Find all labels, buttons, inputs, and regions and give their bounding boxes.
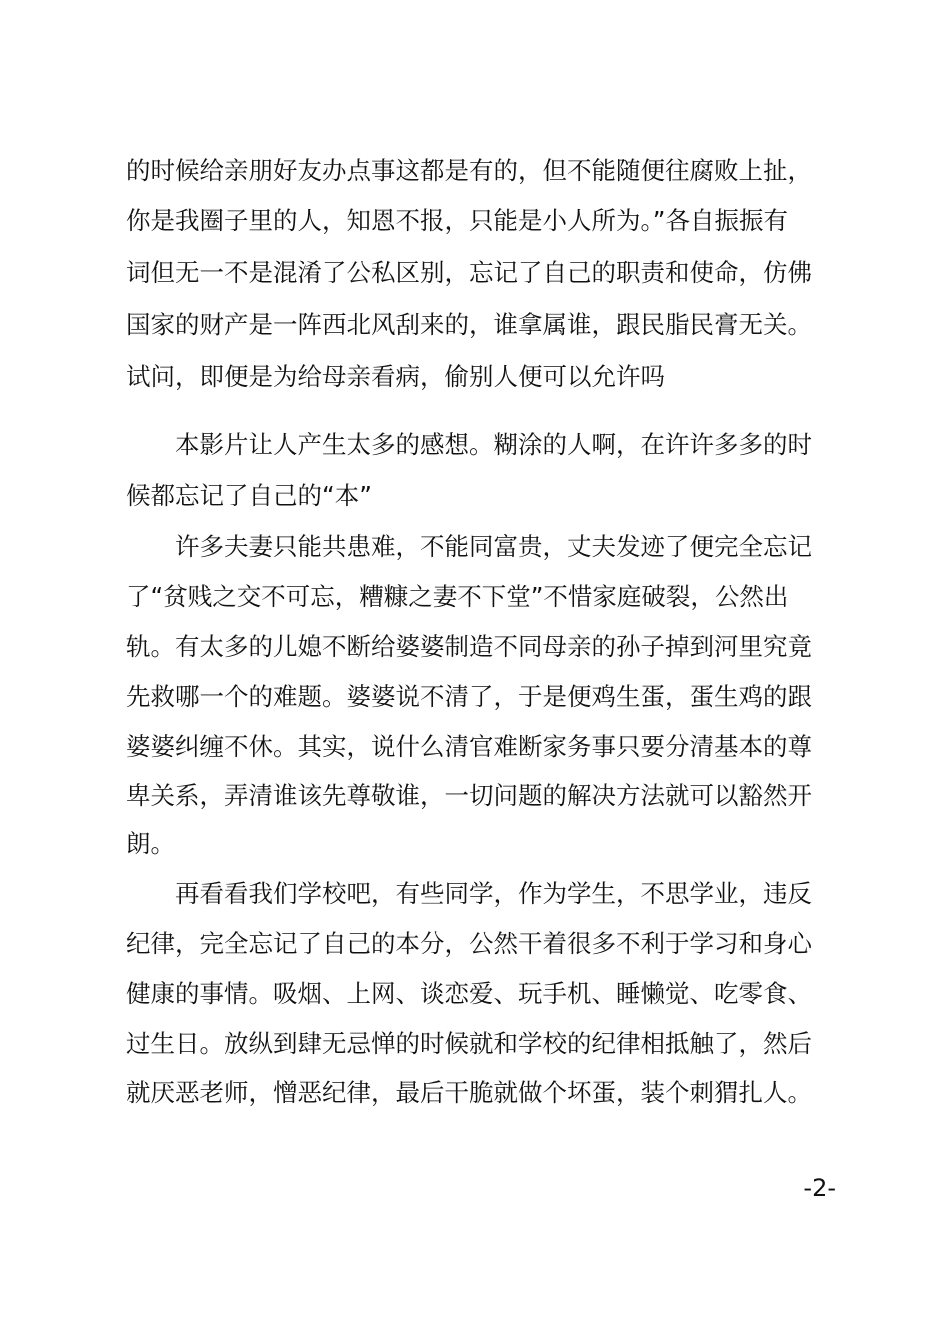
text-line: 就厌恶老师，憎恶纪律，最后干脆就做个坏蛋，装个刺猬扎人。 bbox=[126, 1078, 812, 1107]
paragraph-first-line: 许多夫妻只能共患难，不能同富贵，丈夫发迹了便完全忘记 bbox=[175, 532, 812, 561]
text-line: 轨。有太多的儿媳不断给婆婆制造不同母亲的孙子掉到河里究竟 bbox=[126, 632, 812, 661]
paragraph-first-line: 再看看我们学校吧，有些同学，作为学生，不思学业，违反 bbox=[175, 879, 812, 908]
text-line: 过生日。放纵到肆无忌惮的时候就和学校的纪律相抵触了，然后 bbox=[126, 1029, 812, 1058]
text-line: 国家的财产是一阵西北风刮来的，谁拿属谁，跟民脂民膏无关。 bbox=[126, 310, 812, 339]
text-line: 健康的事情。吸烟、上网、谈恋爱、玩手机、睡懒觉、吃零食、 bbox=[126, 979, 812, 1008]
text-line: 的时候给亲朋好友办点事这都是有的，但不能随便往腐败上扯， bbox=[126, 156, 812, 185]
text-line: 纪律，完全忘记了自己的本分，公然干着很多不利于学习和身心 bbox=[126, 929, 812, 958]
text-line: 候都忘记了自己的“本” bbox=[126, 481, 372, 510]
text-line: 朗。 bbox=[126, 829, 175, 858]
text-line: 你是我圈子里的人，知恩不报，只能是小人所为。”各自振振有 bbox=[126, 206, 788, 235]
text-line: 了“贫贱之交不可忘，糟糠之妻不下堂”不惜家庭破裂，公然出 bbox=[126, 582, 789, 611]
page-number: -2- bbox=[803, 1174, 836, 1202]
text-line: 婆婆纠缠不休。其实，说什么清官难断家务事只要分清基本的尊 bbox=[126, 732, 812, 761]
text-line: 先救哪一个的难题。婆婆说不清了，于是便鸡生蛋，蛋生鸡的跟 bbox=[126, 682, 812, 711]
text-line: 试问，即便是为给母亲看病，偷别人便可以允许吗 bbox=[126, 362, 665, 391]
text-line: 卑关系，弄清谁该先尊敬谁，一切问题的解决方法就可以豁然开 bbox=[126, 781, 812, 810]
paragraph-first-line: 本影片让人产生太多的感想。糊涂的人啊，在许许多多的时 bbox=[175, 430, 812, 459]
text-line: 词但无一不是混淆了公私区别，忘记了自己的职责和使命，仿佛 bbox=[126, 258, 812, 287]
